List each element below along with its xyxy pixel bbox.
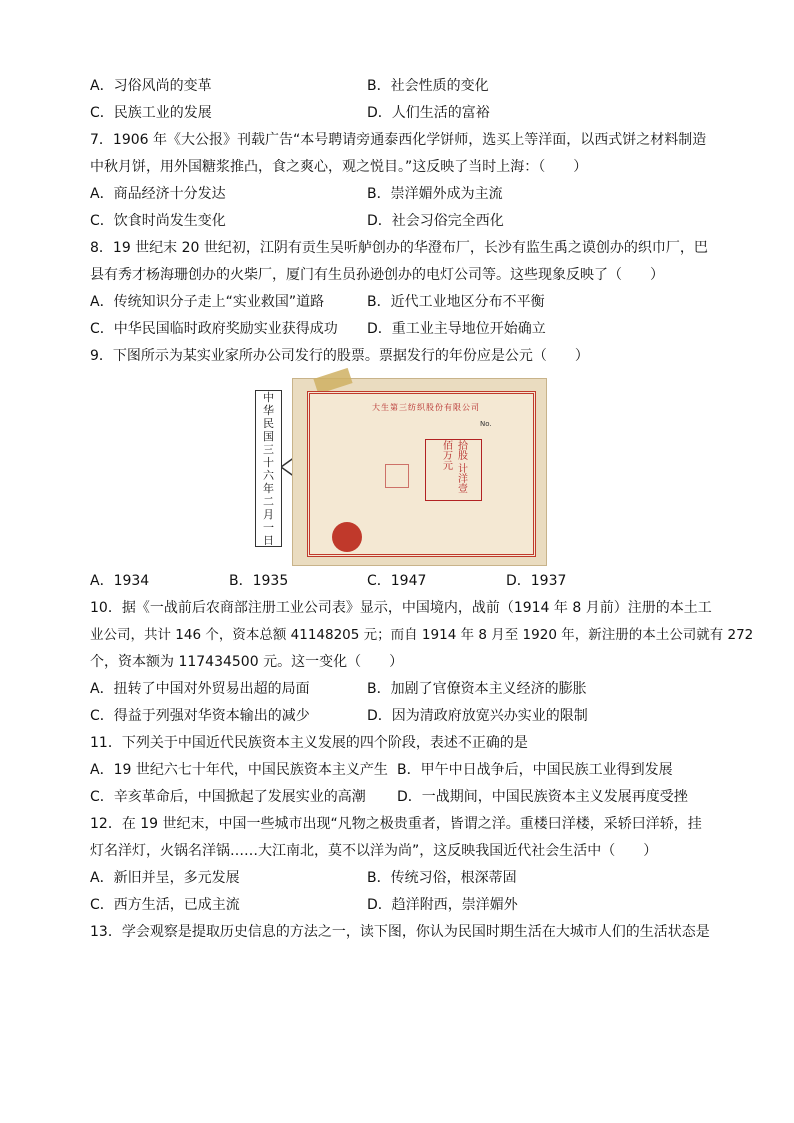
q11-stem-line1: 11．下列关于中国近代民族资本主义发展的四个阶段，表述不正确的是: [90, 735, 528, 751]
q10-option-a: A．扭转了中国对外贸易出超的局面: [90, 681, 310, 697]
q10-option-c: C．得益于列强对华资本输出的减少: [90, 708, 310, 724]
date-char: 月: [263, 507, 274, 521]
q13-stem-line1: 13．学会观察是提取历史信息的方法之一，读下图，你认为民国时期生活在大城市人们的生活状态是: [90, 924, 710, 940]
q7-stem-line1: 7．1906 年《大公报》刊载广告“本号聘请旁通泰西化学饼师，选买上等洋面，以西式饼之材料制造: [90, 132, 707, 148]
q8-stem-line2: 县有秀才杨海珊创办的火柴厂，厦门有生员孙逊创办的电灯公司等。这些现象反映了（ ）: [90, 267, 664, 283]
date-label-box: [255, 390, 282, 547]
q8-stem-line1: 8．19 世纪末 20 世纪初，江阴有贡生吴听舻创办的华澄布厂，长沙有监生禹之谟创办的织巾厂，巴: [90, 240, 708, 256]
q8-option-b: B．近代工业地区分布不平衡: [367, 294, 545, 310]
stock-certificate-title: 大生第三纺织股份有限公司: [372, 403, 480, 412]
q11-option-c: C．辛亥革命后，中国掀起了发展实业的高潮: [90, 789, 366, 805]
q11-option-a: A．19 世纪六七十年代，中国民族资本主义产生: [90, 762, 388, 778]
q7-option-d: D．社会习俗完全西化: [367, 213, 504, 229]
q7-option-c: C．饮食时尚发生变化: [90, 213, 226, 229]
date-char: 年: [263, 481, 274, 495]
q9-option-a: A．1934: [90, 573, 150, 589]
q10-option-b: B．加剧了官僚资本主义经济的膨胀: [367, 681, 587, 697]
q7-option-b: B．崇洋媚外成为主流: [367, 186, 503, 202]
q12-stem-line1: 12．在 19 世纪末，中国一些城市出现“凡物之极贵重者，皆谓之洋。重楼曰洋楼，采轿曰洋轿，挂: [90, 816, 702, 832]
q12-option-c: C．西方生活，已成主流: [90, 897, 240, 913]
red-seal-icon: [332, 522, 362, 552]
q12-option-a: A．新旧并呈，多元发展: [90, 870, 240, 886]
q10-option-d: D．因为清政府放宽兴办实业的限制: [367, 708, 588, 724]
date-char: 十: [263, 455, 274, 469]
stock-certificate-image: [292, 378, 547, 566]
date-char: 民: [263, 416, 274, 430]
date-char: 国: [263, 429, 274, 443]
q7-stem-line2: 中秋月饼，用外国糖浆推凸，食之爽心，观之悦目。”这反映了当时上海：（ ）: [90, 159, 588, 175]
q10-stem-line3: 个，资本额为 117434500 元。这一变化（ ）: [90, 654, 404, 670]
q11-option-b: B．甲午中日战争后，中国民族工业得到发展: [397, 762, 673, 778]
q8-option-d: D．重工业主导地位开始确立: [367, 321, 546, 337]
date-char: 华: [263, 403, 274, 417]
q6-option-d: D．人们生活的富裕: [367, 105, 490, 121]
stock-certificate-amount: 拾股 计洋壹佰万元: [425, 439, 482, 501]
stamp-mark: [385, 464, 409, 488]
stock-certificate-number: No.: [480, 420, 492, 428]
date-char: 三: [263, 442, 274, 456]
date-char: 一: [263, 520, 274, 534]
stock-certificate-border: [307, 391, 536, 557]
date-char: 日: [263, 533, 274, 547]
q6-option-a: A．习俗风尚的变革: [90, 78, 212, 94]
q6-option-b: B．社会性质的变化: [367, 78, 489, 94]
date-char: 二: [263, 494, 274, 508]
q9-option-b: B．1935: [229, 573, 289, 589]
q8-option-c: C．中华民国临时政府奖励实业获得成功: [90, 321, 338, 337]
q12-option-b: B．传统习俗，根深蒂固: [367, 870, 517, 886]
q7-option-a: A．商品经济十分发达: [90, 186, 226, 202]
q10-stem-line2: 业公司，共计 146 个，资本总额 41148205 元；而自 1914 年 8 月至 1920 年，新注册的本土公司就有 272: [90, 627, 754, 643]
q12-stem-line2: 灯名洋灯，火锅名洋锅……大江南北，莫不以洋为尚”，这反映我国近代社会生活中（ ）: [90, 843, 658, 859]
q6-option-c: C．民族工业的发展: [90, 105, 212, 121]
q9-option-c: C．1947: [367, 573, 427, 589]
date-char: 六: [263, 468, 274, 482]
q12-option-d: D．趋洋附西，崇洋媚外: [367, 897, 518, 913]
q11-option-d: D．一战期间，中国民族资本主义发展再度受挫: [397, 789, 688, 805]
q10-stem-line1: 10．据《一战前后农商部注册工业公司表》显示，中国境内，战前（1914 年 8 月前）注册的本土工: [90, 600, 712, 616]
date-char: 中: [263, 390, 274, 404]
q8-option-a: A．传统知识分子走上“实业救国”道路: [90, 294, 325, 310]
q9-stem-line1: 9．下图所示为某实业家所办公司发行的股票。票据发行的年份应是公元（ ）: [90, 348, 589, 364]
q9-option-d: D．1937: [506, 573, 567, 589]
